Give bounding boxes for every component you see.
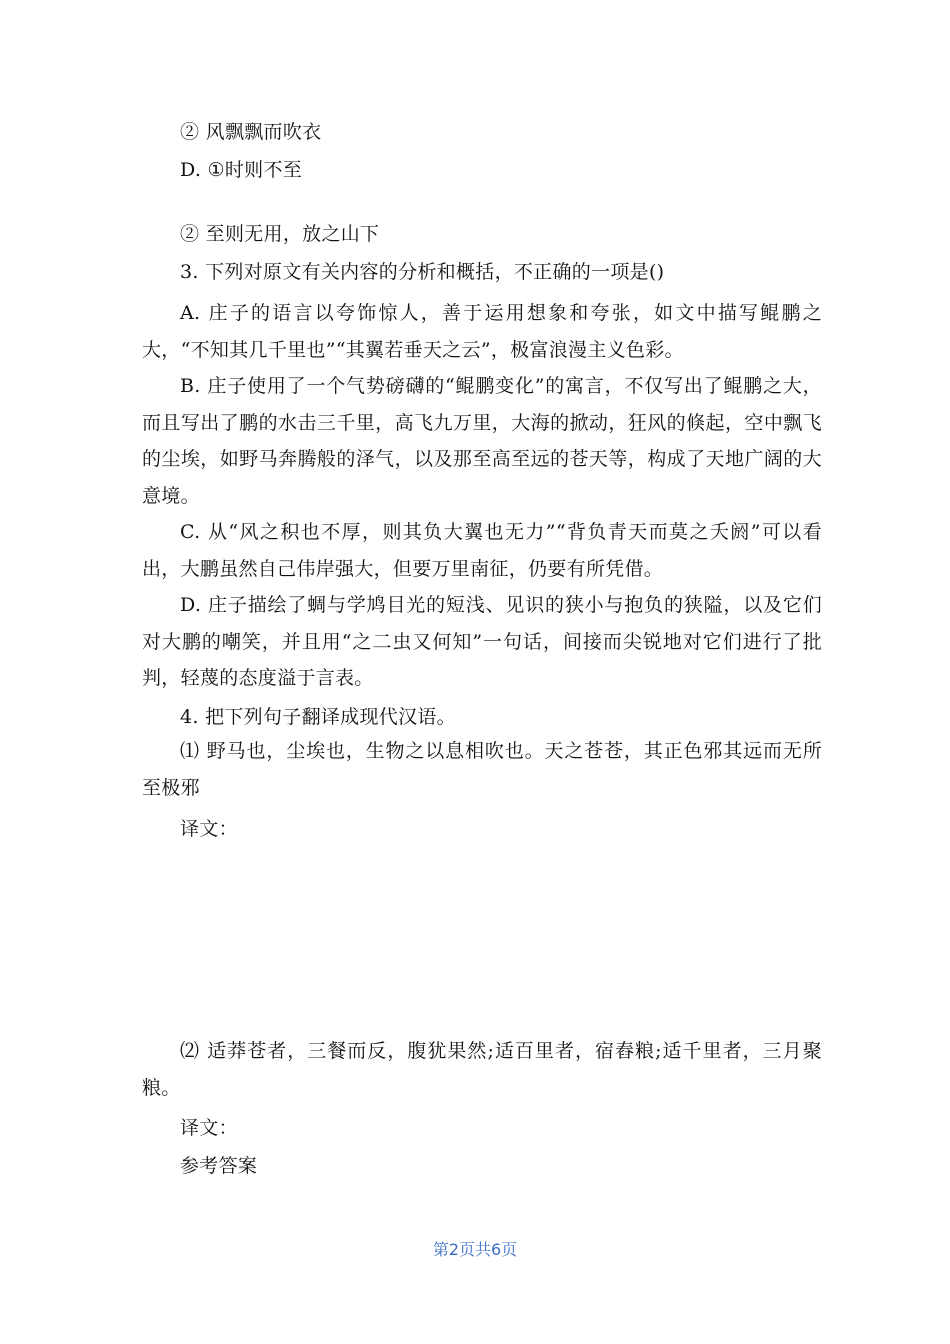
option-d-part-2: ② 至则无用，放之山下: [180, 223, 380, 245]
option-d-part-1: D. ①时则不至: [180, 159, 303, 181]
page-number: 第2页共6页: [432, 1240, 518, 1259]
translation-2-label: 译文：: [180, 1117, 238, 1139]
question-3-option-c: C. 从“风之积也不厚，则其负大翼也无力”“背负青天而莫之夭阏”可以看出，大鹏虽然自己伟岸强大，但要万里南征，仍要有所凭借。: [142, 521, 822, 580]
question-3-option-b: B. 庄子使用了一个气势磅礴的“鲲鹏变化”的寓言，不仅写出了鲲鹏之大，而且写出了鹏的水击三千里，高飞九万里，大海的掀动，狂风的倏起，空中飘飞的尘埃，如野马奔腾般的泽气，以及那至高至远的苍天等，构成了天地广阔的大意境。: [142, 375, 822, 507]
question-3-option-d: D. 庄子描绘了蜩与学鸠目光的短浅、见识的狭小与抱负的狭隘，以及它们对大鹏的嘲笑，并且用“之二虫又何知”一句话，间接而尖锐地对它们进行了批判，轻蔑的态度溢于言表。: [142, 594, 822, 689]
sentence-1: ⑴ 野马也，尘埃也，生物之以息相吹也。天之苍苍，其正色邪其远而无所至极邪: [142, 740, 822, 799]
translation-1-label: 译文：: [180, 818, 238, 840]
question-3-option-a: A. 庄子的语言以夸饰惊人，善于运用想象和夸张，如文中描写鲲鹏之大，“不知其几千里也”“其翼若垂天之云”，极富浪漫主义色彩。: [142, 302, 822, 361]
answer-heading: 参考答案: [180, 1155, 258, 1177]
question-3-stem: 3. 下列对原文有关内容的分析和概括，不正确的一项是(): [180, 261, 665, 283]
question-4-stem: 4. 把下列句子翻译成现代汉语。: [180, 706, 456, 728]
sentence-2: ⑵ 适莽苍者，三餐而反，腹犹果然;适百里者，宿舂粮;适千里者，三月聚粮。: [142, 1040, 822, 1099]
option-c-part-2: ② 风飘飘而吹衣: [180, 121, 322, 143]
